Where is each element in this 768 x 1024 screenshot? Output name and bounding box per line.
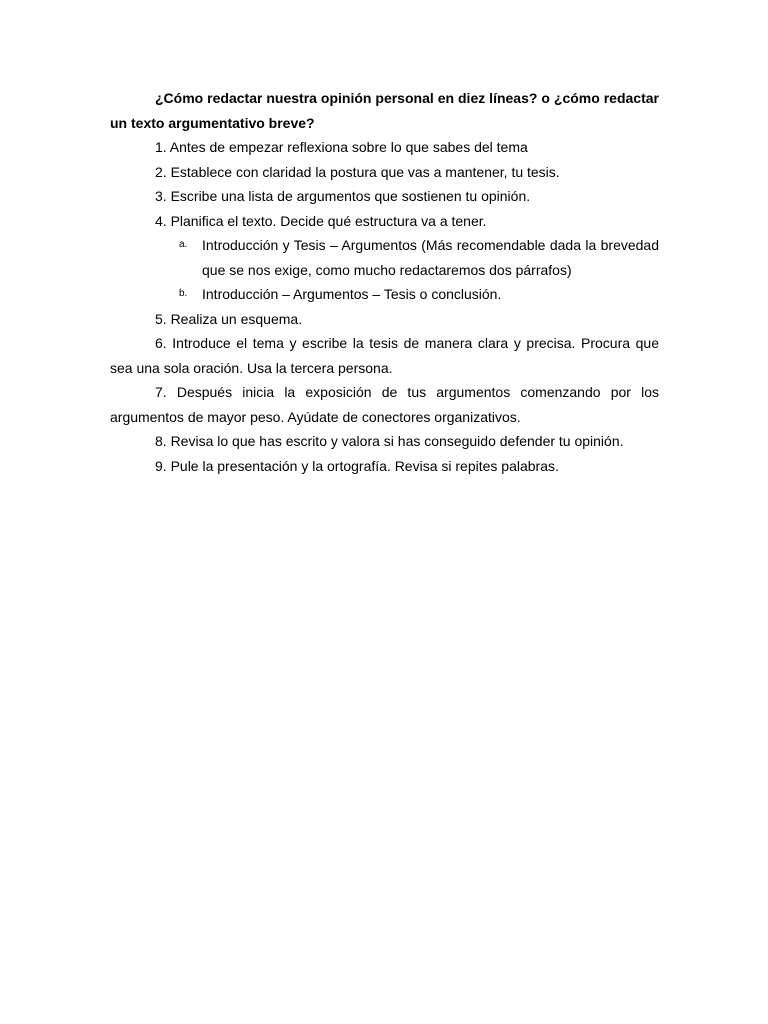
step-4: 4. Planifica el texto. Decide qué estructura va a tener. <box>155 212 487 229</box>
document-title: ¿Cómo redactar nuestra opinión personal en diez líneas? o ¿cómo redactar un texto argumentativo breve? <box>110 90 659 131</box>
step-4-sub-list <box>110 233 659 307</box>
sub-step-b-marker: b. <box>179 288 188 299</box>
step-8: 8. Revisa lo que has escrito y valora si has conseguido defender tu opinión. <box>155 433 624 449</box>
step-6: 6. Introduce el tema y escribe la tesis de manera clara y precisa. Procura que sea una sola oración. Usa la tercera persona. <box>110 335 659 376</box>
step-9: 9. Pule la presentación y la ortografía. Revisa si repites palabras. <box>155 457 559 474</box>
document-page <box>110 86 659 478</box>
sub-step-a-marker: a. <box>179 239 188 250</box>
step-1: 1. Antes de empezar reflexiona sobre lo que sabes del tema <box>155 139 528 155</box>
sub-step-b-text: Introducción – Argumentos – Tesis o conclusión. <box>202 286 502 302</box>
step-5: 5. Realiza un esquema. <box>155 310 303 327</box>
sub-step-a-text: Introducción y Tesis – Argumentos (Más recomendable dada la brevedad que se nos exige, como mucho redactaremos dos párrafos) <box>202 237 659 278</box>
sub-step-a <box>110 233 659 282</box>
step-2: 2. Establece con claridad la postura que vas a mantener, tu tesis. <box>155 163 560 180</box>
step-7: 7. Después inicia la exposición de tus argumentos comenzando por los argumentos de mayor peso. Ayúdate de conectores organizativos. <box>110 384 659 425</box>
sub-step-b <box>110 282 659 307</box>
step-3: 3. Escribe una lista de argumentos que sostienen tu opinión. <box>155 188 531 204</box>
